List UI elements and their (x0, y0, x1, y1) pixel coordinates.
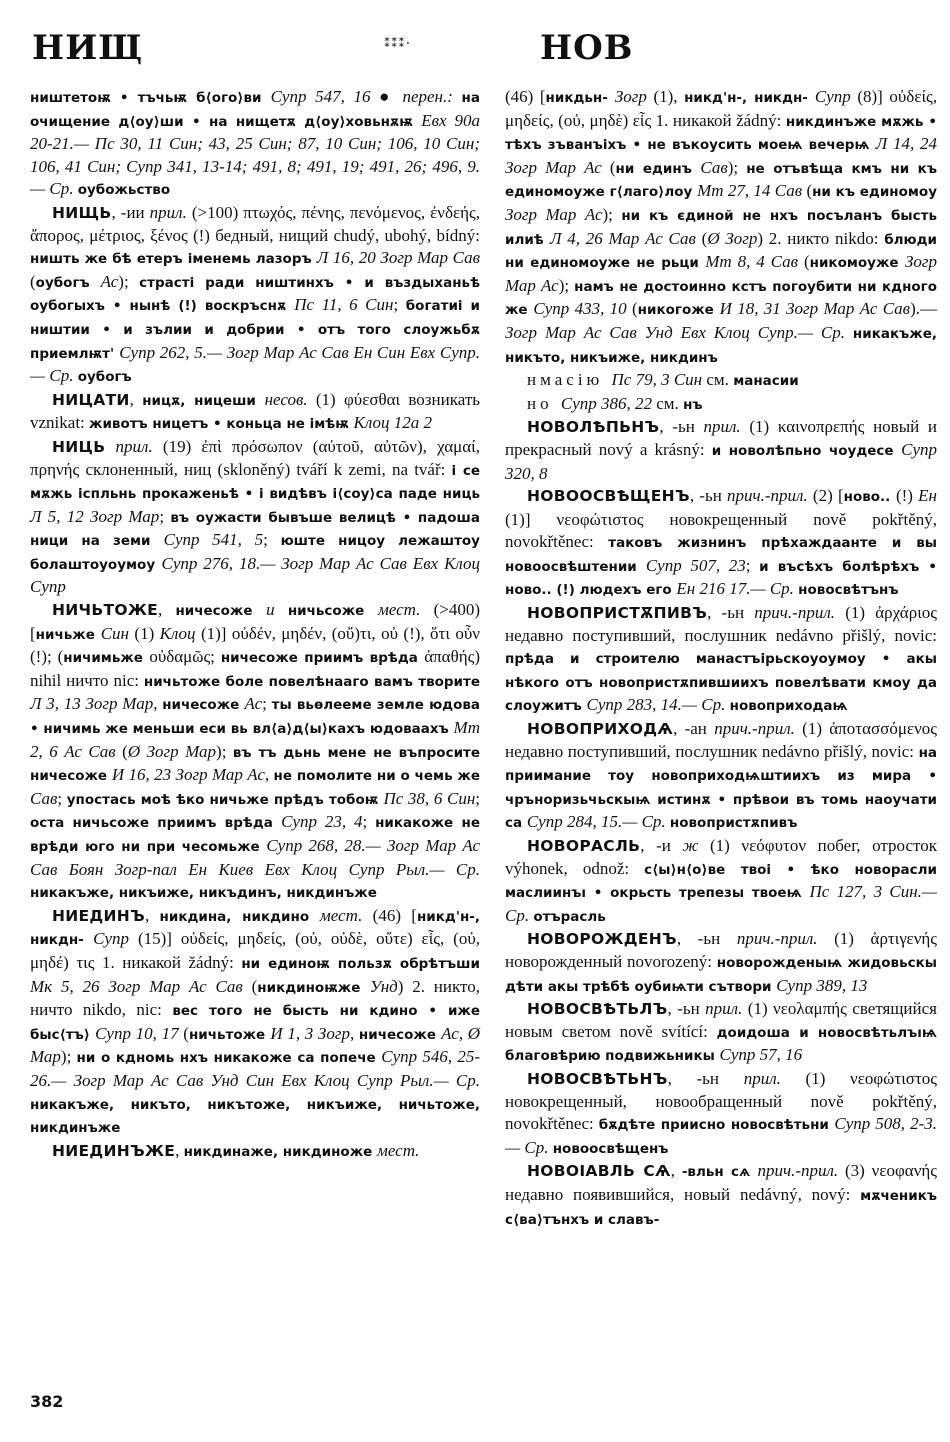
slavonic-text: никд'н-, никдн- (30, 908, 481, 949)
slavonic-text: въ оужасти бывъше велицѣ • падоша ници на земи (30, 509, 480, 550)
gloss-text: (1) (134, 623, 160, 643)
source-ref: Л 14, 24 Зогр Мар Ас (505, 134, 937, 177)
slavonic-text: бѫдѣте приисно новосвѣтьни (598, 1117, 835, 1134)
slavonic-text: ново.. (843, 489, 896, 506)
gloss-text: , -ьн (689, 486, 728, 506)
source-ref: Ø Зогр (707, 228, 758, 248)
slavonic-text: вес того не бысть ни кдино • иже быс⟨тъ⟩ (30, 1003, 480, 1043)
gloss-text: ( (701, 228, 708, 248)
dictionary-entry (30, 202, 480, 389)
source-ref: мест. (319, 905, 373, 925)
dictionary-entry (30, 905, 480, 1140)
source-ref: Унд (369, 976, 398, 996)
gloss-text: , (349, 1023, 359, 1043)
source-ref: Зогр Мар Ас (505, 252, 937, 295)
dictionary-entry (505, 1068, 937, 1160)
slavonic-text: ничесоже (175, 603, 267, 620)
gloss-text: , -ьн (659, 417, 704, 437)
slavonic-text: никакъже, никъто, никъиже, никдинъ (505, 325, 937, 366)
headword: НИЕДИНЪ (52, 906, 145, 925)
slavonic-text: никд'н-, никдн- (684, 90, 815, 106)
slavonic-text: никакъже, никъто, никътоже, никъиже, ничьтоже, никдинъже (30, 1096, 480, 1137)
source-ref: Сав (700, 157, 728, 177)
source-ref: Ас, Ø Мар (30, 1023, 481, 1067)
slavonic-text: новопристѫпивъ (669, 815, 798, 832)
slavonic-text: въ тъ дьнь мене не въпросите ничесоже (30, 744, 481, 785)
headword: НИЕДИНЪЖЕ (52, 1141, 176, 1160)
source-ref: Супр 10, 17 (95, 1023, 184, 1043)
slavonic-text: никдинаже, никдиноже (183, 1143, 377, 1160)
headword: НОВОЛѢПЬНЪ (527, 418, 660, 437)
gloss-text: см. (656, 393, 684, 413)
gloss-text: (1) φύεσθαι возникать vznikat: (30, 389, 481, 433)
gloss-text: οὐδαμῶς; (149, 647, 221, 667)
slavonic-text: блюди ни единомоуже не рьци (505, 231, 937, 272)
source-ref: прил. (743, 1068, 806, 1088)
source-ref: несов. (264, 389, 316, 409)
slavonic-text: новоприходаѩ (729, 698, 848, 715)
source-ref: Супр 386, 22 (560, 393, 657, 413)
source-ref: Мт 2, 6 Ас Сав (30, 718, 480, 761)
slavonic-text: ништетоѭ • тъчьѭ б⟨ого⟩ви (30, 90, 271, 106)
slavonic-text: і се мѫжь іспльнь прокаженьѣ • і видѣвъ і⟨соу⟩са паде ниць (30, 462, 480, 503)
gloss-text: ) 2. никто nikdo: (757, 228, 885, 248)
dictionary-entry (505, 835, 937, 928)
source-ref: Супр 541, 5 (163, 530, 264, 550)
dictionary-entry (505, 1160, 937, 1231)
slavonic-text: ничьтоже (188, 1026, 271, 1043)
slavonic-text: намъ не достоинно кстъ погоубити ни кдного же (505, 278, 937, 319)
gloss-text: , -ан (673, 719, 715, 739)
source-ref: прич.-прил. (714, 719, 803, 739)
slavonic-text: богатиі и ништии • и зълии и добрии • отъ того слоужьбѫ приемлѭт' (30, 298, 480, 362)
running-head-left: НИЩ (32, 28, 144, 68)
slavonic-text: и новолѣпьно чоудесе (711, 442, 902, 459)
source-ref: Супр 507, 23 (645, 555, 746, 575)
entry-continuation (505, 86, 937, 369)
source-ref: Супр 433, 10 (533, 299, 632, 319)
gloss-text: (1)] νεοφώτιστος новокрещенный nově pokřtěný, novokřtěnec: (505, 509, 937, 552)
slavonic-text: мѫченикъ с⟨ва⟩тънхъ и славъ- (505, 1187, 937, 1228)
source-ref: Сав (30, 788, 58, 808)
slavonic-text: таковъ жизнинъ прѣхаждаанте и вы новоосвѣштении (505, 535, 937, 575)
slavonic-text: никдьн- (545, 90, 615, 106)
source-ref: И 1, 3 Зогр (270, 1023, 350, 1043)
dictionary-entry (505, 416, 937, 485)
dictionary-entry (505, 369, 937, 393)
gloss-text: ( (632, 299, 638, 319)
slavonic-text: страсті ради ништинхъ • и въздыханьѣ оубогыхъ • нынѣ (!) воскръснѫ (30, 274, 481, 315)
dictionary-entry (505, 718, 937, 835)
slavonic-text: никакоже не врѣди юго ни при чесомьже (30, 815, 480, 855)
ornament-mark: ⁑⁑⁑· (384, 36, 411, 50)
page-number: 382 (30, 1392, 64, 1411)
slavonic-text: новорожденыѩ жидовьскы дѣти акы трѣбѣ оубиѩти сътвори (505, 954, 938, 995)
dictionary-entry (505, 602, 937, 718)
source-ref: Пс 79, 3 Син (611, 370, 707, 390)
dictionary-entry (505, 928, 937, 998)
slavonic-text: ничесоже приимъ врѣда (220, 650, 425, 667)
gloss-text: ; (263, 530, 281, 550)
gloss-text: ● (379, 87, 403, 106)
headword: НОВОРОЖДЕНЪ (527, 930, 677, 949)
slavonic-text: никдинъже мѫжь • тѣхъ зъванъіхъ • не въкоусить моеѩ вечерѩ (505, 113, 937, 154)
gloss-text: (15)] οὐδείς, μηδείς, (οὐ, οὐδὲ, οὔτε) εἷς, (οὐ, μηδέ) τις 1. никакой žádný: (30, 929, 481, 972)
slavonic-text: не отъвѣща кмъ ни къ единомоуже г⟨лаго⟩лоу (505, 160, 937, 201)
slavonic-text: ни къ единомоу (812, 184, 937, 201)
gloss-text: (1) νεολαμπής светящийся новым светом nově svítící: (505, 999, 937, 1041)
gloss-text: ); (118, 271, 140, 291)
entry-continuation (30, 86, 480, 202)
source-ref: Л 5, 12 Зогр Мар (30, 506, 160, 526)
source-ref: Л 4, 26 Мар Ас Сав (549, 228, 702, 248)
source-ref: Супр 276, 18.— Зогр Мар Ас Сав Евх Клоц Супр (30, 553, 480, 597)
headword: НОВОІАВЛЬ СѦ (527, 1162, 671, 1181)
slavonic-text: ни къ єдиной не нхъ посъланъ бысть илиѣ (505, 207, 937, 248)
source-ref: прил. (149, 202, 192, 222)
slavonic-text: ни единоѭ пользѫ обрѣтъши (241, 955, 480, 972)
gloss-text: ( (122, 741, 128, 761)
gloss-text: , -ьн (676, 929, 737, 949)
gloss-text: ); (60, 1047, 77, 1067)
slavonic-text: никогоже (637, 302, 720, 319)
slavonic-text: ни о кдномь нхъ никакоже са попече (76, 1050, 382, 1067)
gloss-text: ).— (910, 299, 937, 319)
gloss-text: (19) ἐπὶ πρόσωπον (αὐτοῦ, αὐτῶν), χαμαί, πρηνής склоненный, ниц (skloněný) tváří k zemi, na tvář: (30, 436, 481, 479)
slavonic-text: не помолите ни о чемь же (273, 768, 481, 785)
source-ref: Зогр Мар Ас Сав Унд Евх Клоц Супр.— Ср. (505, 322, 853, 342)
headword: НИЦАТИ (52, 390, 130, 409)
source-ref: прич.-прил. (736, 929, 835, 949)
slavonic-text: ницѫ, ницеши (142, 392, 265, 409)
gloss-text: (1) ἀρτιγενής новорожденный novorozený: (505, 929, 938, 971)
source-ref: И 18, 31 Зогр Мар Ас Сав (719, 299, 911, 319)
source-ref: И 16, 23 Зогр Мар Ас (111, 765, 265, 785)
gloss-text: (2) [ (812, 486, 844, 506)
slavonic-text: ничимьже (63, 650, 150, 667)
gloss-text (105, 437, 115, 456)
gloss-text: (3) νεοφανής недавно появившийся, новый nedávný, nový: (505, 1161, 938, 1204)
headword: НОВОРАСЛЬ (527, 837, 641, 855)
gloss-text: ); (216, 741, 233, 761)
slavonic-text: ничесоже (162, 697, 245, 714)
gloss-text: ( (30, 271, 36, 291)
right-column (505, 86, 937, 1231)
running-head-right: НОВ (540, 28, 634, 68)
source-ref: Л 16, 20 Зогр Мар Сав (316, 248, 480, 268)
slavonic-text: новоосвѣщенъ (552, 1140, 669, 1157)
gloss-text: ; (57, 788, 67, 808)
slavonic-text: ты вьѳлееме земле юдова • ничимь же меньши еси вь вл⟨а⟩д⟨ы⟩кахъ юдоваахъ (30, 697, 481, 738)
source-ref: Супр (93, 929, 138, 949)
gloss-text: , -ьн (667, 999, 706, 1019)
source-ref: Супр 283, 14.— Ср. (586, 695, 730, 715)
headword: НОВОПРИХОДѦ (527, 720, 674, 739)
gloss-text: ) 2. никто, ничто nikdo, nic: (30, 976, 480, 1020)
source-ref: Супр 508, 2-3.— Ср. (505, 1114, 937, 1157)
gloss-text: (>100) πτωχός, πένης, πενόμενος, ἐνδεής, ἄπορος, μέτριος, ξένος (!) бедный, нищий chudý, ubohý, bídný: (30, 202, 481, 245)
source-ref: прич.-прил. (727, 486, 813, 506)
gloss-text: ); (558, 275, 575, 295)
source-ref: Супр 389, 13 (776, 975, 868, 995)
headword: НОВОПРИСТѪПИВЪ (527, 604, 708, 623)
slavonic-text: никомоуже (809, 255, 905, 272)
source-ref: прич.-прил. (754, 603, 846, 623)
source-ref: Ас (100, 271, 119, 291)
gloss-text: (46) [ (505, 87, 546, 106)
gloss-text: ); (602, 204, 622, 224)
source-ref: Супр 268, 28.— Зогр Мар Ас Сав Боян Зогр-пал Ен Киев Евх Клоц Супр Рыл.— Ср. (30, 836, 480, 879)
gloss-text: (46) [ (372, 905, 417, 925)
left-column (30, 86, 480, 1163)
gloss-text: ( (251, 976, 258, 996)
gloss-text: ( (806, 181, 813, 201)
gloss-text: (1)] οὐδέν, μηδέν, (οὔ)τι, οὐ (!), ὅτι οὖν (!); ( (30, 623, 480, 667)
gloss-text: , (175, 1140, 184, 1160)
slavonic-text: ничьже (35, 626, 101, 643)
slavonic-text: никдина, никдино (159, 908, 320, 925)
source-ref: Мт 8, 4 Сав (705, 252, 804, 272)
slavonic-text: ничесоже (358, 1026, 442, 1043)
headword: НОВООСВѢЩЕНЪ (527, 487, 690, 506)
source-ref: перен.: (402, 87, 462, 106)
slavonic-text: ничьсоже (287, 603, 378, 620)
gloss-text: , (129, 389, 143, 409)
slavonic-text: юште ницоу лежаштоу болаштоуоумоу (30, 533, 480, 573)
source-ref: Зогр (614, 87, 654, 106)
gloss-text: ( (183, 1023, 189, 1043)
slavonic-text: ничьтоже боле повелѣнааго вамъ творите (143, 673, 480, 690)
dictionary-entry (30, 599, 480, 905)
slavonic-text: -вльн сѧ (681, 1164, 758, 1181)
gloss-text: , (144, 905, 160, 925)
gloss-text: , (153, 694, 163, 714)
gloss-text: (1) νεόφυτον побег, отросток výhonek, odnož: (505, 836, 937, 878)
headword: НИЦЬ (52, 437, 106, 456)
headword: НИЧЬТОЖЕ (52, 601, 158, 620)
dictionary-entry (30, 1140, 480, 1164)
gloss-text: (1) ἀποτασσόμενος недавно поступивший, послушник nedávno přišlý, novic: (505, 719, 937, 761)
source-ref: Зогр Мар Ас (505, 204, 603, 224)
gloss-text: (8)] οὐδείς, μηδείς, (οὐ, μηδὲ) εἷς 1. никакой žádný: (505, 87, 938, 130)
source-ref: Ас (244, 694, 263, 714)
slavonic-text: оубогъ (35, 274, 101, 291)
dictionary-entry (505, 998, 937, 1068)
gloss-text: ἀπαθής) nihil ничто nic: (30, 647, 481, 690)
slavonic-text: упостась моѣ ѣко ничьже прѣдъ тобоѭ (66, 791, 384, 808)
source-ref: Пс 11, 6 Син (294, 295, 394, 315)
gloss-text: , (158, 600, 176, 620)
slavonic-text: с⟨ы⟩н⟨о⟩ве твоі • ѣко новорасли маслиинъı • окрьсть трепезы твоеѩ (505, 861, 937, 902)
slavonic-text: прѣда и строителю манастъірьскоуоумоу • акы нѣкого отъ новопристѫпившиихъ повелѣвати кмоу да слоужитъ (505, 651, 937, 715)
gloss-text: ; (475, 788, 480, 808)
source-ref: прил. (115, 436, 163, 456)
headword: НОВОСВѢТЬНЪ (527, 1069, 668, 1088)
source-ref: Супр 284, 15.— Ср. (526, 812, 670, 832)
source-ref: Супр 320, 8 (505, 439, 938, 483)
source-ref: прич.-прил. (757, 1161, 846, 1181)
gloss-text: , -ьн (707, 603, 755, 623)
dictionary-entry (505, 393, 937, 417)
source-ref: Супр 57, 16 (719, 1045, 803, 1065)
source-ref: Мк 5, 26 Зогр Мар Ас Сав (30, 976, 252, 996)
source-ref: прил. (705, 999, 748, 1019)
source-ref: Супр 23, 4 (281, 812, 363, 832)
source-ref: Мт 27, 14 Сав (697, 181, 807, 201)
source-ref: Супр (814, 87, 858, 106)
slavonic-text: отърасль (533, 908, 606, 925)
gloss-text: ; (362, 812, 376, 832)
gloss-text: ( (609, 157, 616, 177)
gloss-text: (1) καινοπρεπής новый и прекрасный nový a krásný: (505, 417, 938, 459)
gloss-text: (!) (895, 486, 919, 506)
source-ref: Супр 547, 16 (270, 87, 380, 106)
source-ref: прил. (703, 417, 750, 437)
slavonic-text: оубожьство (77, 182, 171, 199)
source-ref: Пс 38, 6 Син (383, 788, 476, 808)
slavonic-text: оста ничьсоже приимъ врѣда (30, 815, 282, 832)
slavonic-text: манасии (733, 373, 799, 390)
spaced-form: но (527, 393, 561, 413)
slavonic-text: на очищение д⟨оу⟩ши • на нищетѫ д⟨оу⟩ховьнѫѭ (30, 90, 480, 130)
source-ref: мест. (377, 600, 434, 620)
gloss-text: (>400) [ (30, 600, 480, 643)
slavonic-text: ништь же бѣ етеръ іменемь лазоръ (30, 251, 317, 268)
slavonic-text: новосвѣтънъ (798, 582, 899, 599)
gloss-text: ; (745, 555, 760, 575)
source-ref: Син (100, 623, 135, 643)
gloss-text: , -ьн (667, 1068, 744, 1088)
source-ref: Супр 546, 25-26.— Зогр Мар Ас Сав Унд Син Евх Клоц Супр Рыл.— Ср. (30, 1047, 481, 1090)
source-ref: Евх 90а 20-21.— Пс 30, 11 Син; 43, 25 Син; 87, 10 Син; 106, 10 Син; 106, 41 Син; Супр 341, 13-14; 491, 8; 491, 19; 491, 26; 496, 9.— Ср. (30, 110, 481, 199)
dictionary-entry (30, 389, 480, 436)
gloss-text: (1) νεοφώτιστος новокрещенный, новообращенный nově pokřtěný, novokřtěnec: (505, 1068, 938, 1134)
dictionary-entry (505, 485, 937, 602)
slavonic-text: оубогъ (77, 369, 132, 386)
slavonic-text: и въсѣхъ болѣрѣхъ • ново.. (!) людехъ его (505, 558, 937, 599)
source-ref: ж (682, 836, 710, 855)
slavonic-text: животъ ницетъ • коньца не імѣѭ (89, 416, 354, 433)
source-ref: Ø Зогр Мар (127, 741, 217, 761)
source-ref: Ен (918, 486, 937, 506)
source-ref: Клоц 12а 2 (353, 413, 432, 433)
slavonic-text: ни единъ (615, 160, 701, 177)
headword: НИЩЬ (52, 203, 112, 222)
slavonic-text: никдиноѭже (257, 979, 370, 996)
source-ref: мест. (376, 1140, 420, 1160)
gloss-text: (1), (653, 87, 685, 106)
headword: НОВОСВѢТЬЛЪ (527, 1000, 668, 1019)
slavonic-text: доидоша и новосвѣтьлъıѩ благовѣрию подвижьникы (505, 1024, 937, 1065)
gloss-text: , -и (640, 836, 683, 855)
gloss-text: ; (393, 295, 406, 315)
gloss-text: ; (159, 506, 171, 526)
source-ref: Клоц (159, 623, 201, 643)
dictionary-entry (30, 436, 480, 599)
spaced-form: нмасію (527, 370, 612, 390)
gloss-text: (1) ἀρχάριος недавно поступивший, послушник nedávno přišlý, novic: (505, 603, 937, 645)
source-ref: Пс 127, 3 Син.— Ср. (505, 882, 938, 925)
source-ref: Л 3, 13 Зогр Мар (30, 694, 154, 714)
source-ref: Супр 262, 5.— Зогр Мар Ас Сав Ен Син Евх Супр.— Ср. (30, 342, 480, 386)
gloss-text: ( (803, 252, 810, 272)
source-ref: Ен 216 17.— Ср. (676, 579, 799, 599)
gloss-text: , (264, 765, 274, 785)
slavonic-text: на приимание тоу новоприходѩштиихъ из мира • чръноризьчьскыѩ истинѫ • прѣвои въ томь наоучати са (505, 744, 937, 832)
gloss-text: , (670, 1161, 682, 1181)
gloss-text: , -ии (111, 202, 150, 222)
gloss-text: см. (706, 370, 734, 390)
source-ref: и (266, 600, 288, 620)
gloss-text: ; (262, 694, 272, 714)
slavonic-text: нъ (683, 396, 703, 413)
gloss-text: ); (727, 157, 747, 177)
slavonic-text: никакъже, никъиже, никъдинъ, никдинъже (30, 885, 377, 902)
